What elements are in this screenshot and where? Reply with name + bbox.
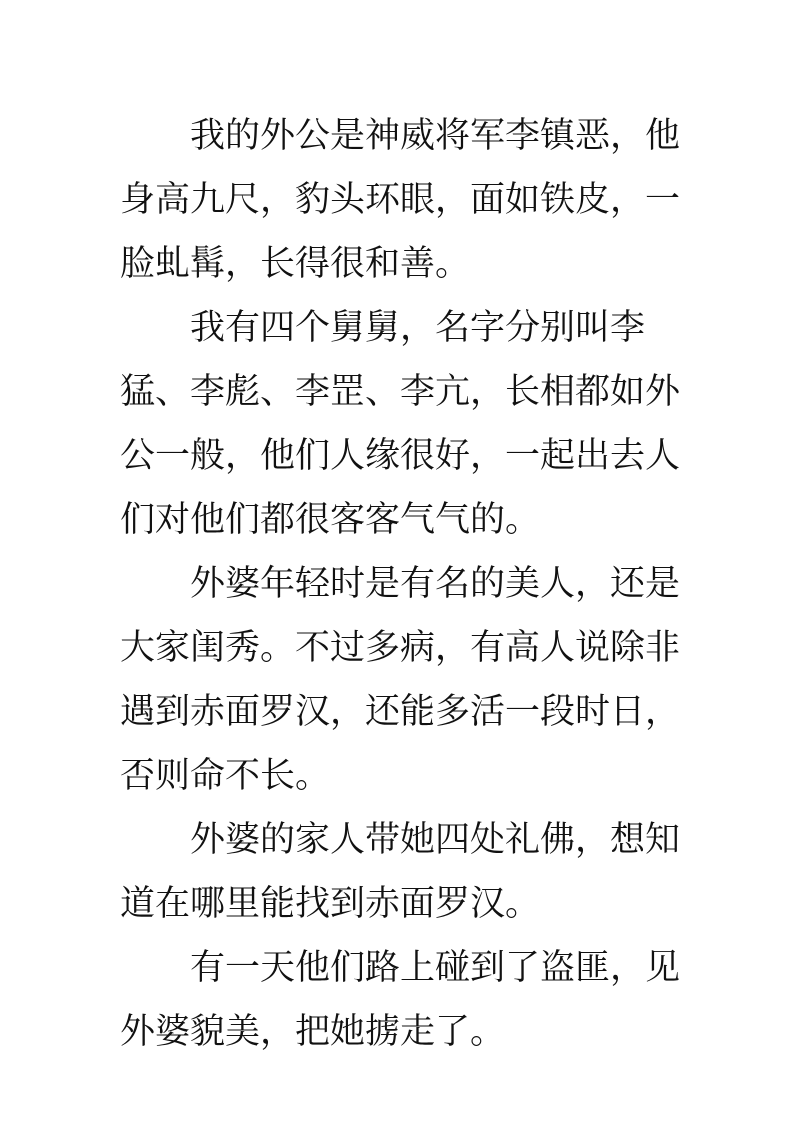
- paragraph-5: 有一天他们路上碰到了盗匪，见外婆貌美，把她掳走了。: [120, 948, 681, 1052]
- paragraph-4: 外婆的家人带她四处礼佛，想知道在哪里能找到赤面罗汉。: [120, 820, 681, 924]
- paragraph-3: 外婆年轻时是有名的美人，还是大家闺秀。不过多病，有高人说除非遇到赤面罗汉，还能多活一段时日，否则命不长。: [120, 564, 681, 796]
- paragraph-1: 我的外公是神威将军李镇恶，他身高九尺，豹头环眼，面如铁皮，一脸虬髯，长得很和善。: [120, 116, 681, 284]
- story-text: [120, 104, 680, 1064]
- paragraph-2: 我有四个舅舅，名字分别叫李猛、李彪、李罡、李亢，长相都如外公一般，他们人缘很好，一起出去人们对他们都很客客气气的。: [120, 308, 681, 540]
